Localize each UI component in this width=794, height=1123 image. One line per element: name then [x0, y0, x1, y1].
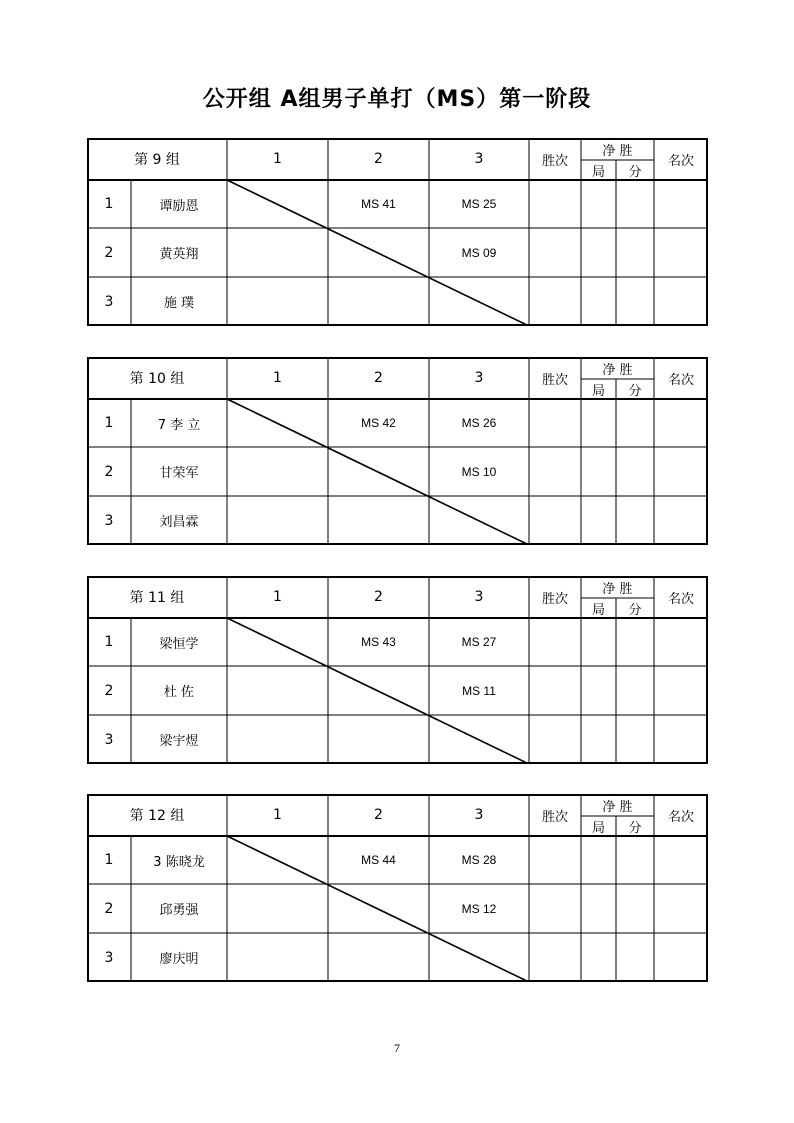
player-name: 梁恒学 — [159, 636, 199, 652]
col-header-net: 净 胜 — [602, 799, 633, 815]
col-header-points: 分 — [628, 820, 642, 836]
player-name: 黄英翔 — [159, 247, 199, 262]
match-code — [328, 447, 429, 496]
group-table — [87, 794, 708, 982]
col-header-points: 分 — [628, 383, 642, 399]
col-header-2: 2 — [374, 589, 383, 605]
player-number: 1 — [104, 634, 114, 650]
col-header-2: 2 — [374, 370, 383, 386]
match-code: MS 09 — [461, 245, 497, 260]
col-header-3: 3 — [474, 589, 484, 605]
match-code: MS 41 — [361, 197, 396, 211]
match-code: MS 43 — [361, 635, 396, 649]
match-code: MS 42 — [361, 416, 396, 430]
player-number: 3 — [104, 949, 114, 966]
player-name: 梁宇煜 — [159, 734, 199, 749]
match-code: MS 25 — [461, 197, 497, 211]
match-code — [328, 496, 429, 545]
match-code: MS 26 — [461, 416, 497, 430]
player-name: 7 李 立 — [157, 417, 201, 433]
player-name: 谭励恩 — [159, 198, 199, 214]
col-header-rank: 名次 — [667, 591, 694, 607]
col-header-net: 净 胜 — [602, 143, 633, 159]
match-code: MS 10 — [461, 464, 497, 479]
match-code — [328, 666, 429, 715]
col-header-games: 局 — [591, 383, 605, 399]
group-table — [87, 138, 708, 326]
match-code: MS 11 — [462, 683, 496, 698]
match-code — [429, 277, 529, 326]
player-name: 廖庆明 — [159, 952, 199, 967]
player-number: 1 — [104, 196, 114, 212]
match-code — [429, 715, 529, 764]
col-header-1: 1 — [273, 370, 282, 386]
match-code — [328, 884, 429, 933]
player-number: 1 — [104, 852, 114, 868]
match-code — [328, 933, 429, 982]
player-number: 1 — [104, 415, 114, 431]
col-header-2: 2 — [374, 807, 383, 823]
player-number: 3 — [104, 293, 114, 310]
col-header-rank: 名次 — [667, 372, 694, 388]
col-header-1: 1 — [273, 589, 282, 605]
col-header-points: 分 — [628, 602, 642, 618]
col-header-points: 分 — [628, 164, 642, 180]
col-header-3: 3 — [474, 807, 484, 823]
player-name: 甘荣军 — [159, 466, 199, 481]
col-header-games: 局 — [591, 602, 605, 618]
player-name: 邱勇强 — [159, 903, 199, 918]
col-header-net: 净 胜 — [602, 362, 633, 378]
col-header-2: 2 — [374, 151, 383, 167]
player-number: 2 — [104, 463, 114, 480]
group-label: 第 12 组 — [129, 808, 185, 824]
col-header-rank: 名次 — [667, 153, 694, 169]
match-code — [328, 715, 429, 764]
col-header-games: 局 — [591, 820, 605, 836]
player-number: 2 — [104, 244, 114, 261]
player-number: 3 — [104, 731, 114, 748]
match-code: MS 28 — [461, 853, 497, 867]
match-code — [429, 933, 529, 982]
col-header-rank: 名次 — [667, 809, 694, 825]
page-title: 公开组 A组男子单打（MS）第一阶段 — [202, 87, 592, 112]
player-name: 3 陈晓龙 — [153, 854, 205, 870]
match-code — [328, 228, 429, 277]
match-code: MS 44 — [361, 853, 396, 867]
group-table — [87, 357, 708, 545]
match-code: MS 12 — [461, 901, 497, 916]
player-name: 刘昌霖 — [159, 515, 199, 530]
col-header-1: 1 — [273, 807, 282, 823]
col-header-games: 局 — [591, 164, 605, 180]
group-label: 第 10 组 — [129, 371, 185, 387]
col-header-net: 净 胜 — [602, 581, 633, 597]
col-header-wins: 胜次 — [541, 372, 568, 388]
player-name: 杜 佐 — [163, 685, 195, 700]
col-header-wins: 胜次 — [541, 153, 568, 169]
page-number: 7 — [394, 1041, 400, 1055]
col-header-wins: 胜次 — [541, 591, 568, 607]
group-table — [87, 576, 708, 764]
player-name: 施 璞 — [163, 296, 195, 311]
group-label: 第 9 组 — [134, 152, 180, 168]
col-header-3: 3 — [474, 370, 484, 386]
match-code: MS 27 — [461, 635, 497, 649]
col-header-wins: 胜次 — [541, 809, 568, 825]
col-header-3: 3 — [474, 151, 484, 167]
player-number: 3 — [104, 512, 114, 529]
match-code — [429, 496, 529, 545]
group-label: 第 11 组 — [129, 590, 185, 606]
col-header-1: 1 — [273, 151, 282, 167]
match-code — [328, 277, 429, 326]
player-number: 2 — [104, 900, 114, 917]
player-number: 2 — [104, 682, 114, 699]
